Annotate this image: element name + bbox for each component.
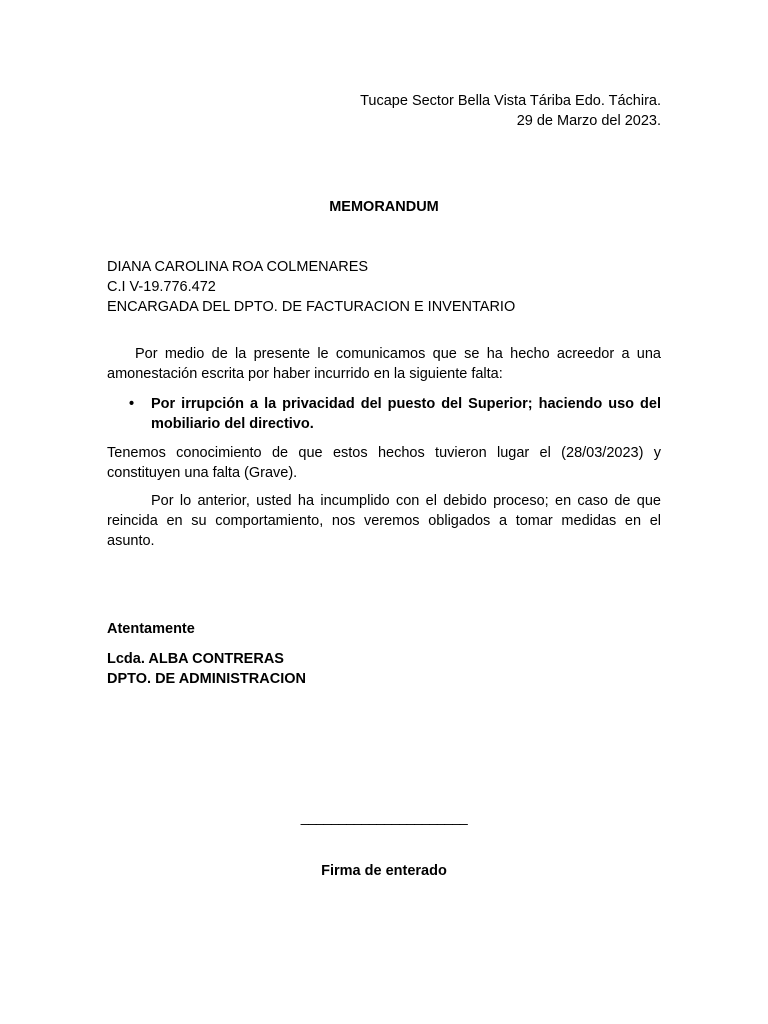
intro-paragraph: Por medio de la presente le comunicamos que se ha hecho acreedor a una amonestación escrita por haber incurrido en la siguiente falta: bbox=[107, 346, 661, 382]
facts-paragraph: Tenemos conocimiento de que estos hechos tuvieron lugar el (28/03/2023) y constituyen una falta (Grave). bbox=[107, 445, 661, 481]
bullet-icon: • bbox=[129, 396, 135, 412]
facts-paragraph-block bbox=[107, 443, 661, 483]
signature-label: Firma de enterado bbox=[321, 863, 447, 879]
recipient-block bbox=[107, 257, 515, 317]
warning-paragraph-block bbox=[107, 491, 661, 551]
recipient-id: C.I V-19.776.472 bbox=[107, 279, 216, 295]
warning-paragraph: Por lo anterior, usted ha incumplido con el debido proceso; en caso de que reincida en su comportamiento, nos veremos obligados a tomar medidas en el asunto. bbox=[107, 493, 661, 549]
signature-line: ______________________ bbox=[300, 810, 468, 826]
recipient-name: DIANA CAROLINA ROA COLMENARES bbox=[107, 259, 369, 275]
signer-block bbox=[107, 649, 306, 689]
date-line: 29 de Marzo del 2023. bbox=[516, 113, 661, 129]
memo-title: MEMORANDUM bbox=[329, 199, 439, 215]
offense-list-item bbox=[107, 394, 661, 434]
letter-header bbox=[360, 91, 661, 131]
offense-text: Por irrupción a la privacidad del puesto del Superior; haciendo uso del mobiliario del directivo. bbox=[151, 396, 661, 432]
signer-department: DPTO. DE ADMINISTRACION bbox=[107, 671, 306, 687]
intro-paragraph-block bbox=[107, 344, 661, 384]
address-line: Tucape Sector Bella Vista Táriba Edo. Táchira. bbox=[360, 93, 661, 109]
signer-name: Lcda. ALBA CONTRERAS bbox=[107, 651, 284, 667]
closing-salutation: Atentamente bbox=[107, 621, 195, 637]
recipient-position: ENCARGADA DEL DPTO. DE FACTURACION E INVENTARIO bbox=[107, 299, 516, 315]
